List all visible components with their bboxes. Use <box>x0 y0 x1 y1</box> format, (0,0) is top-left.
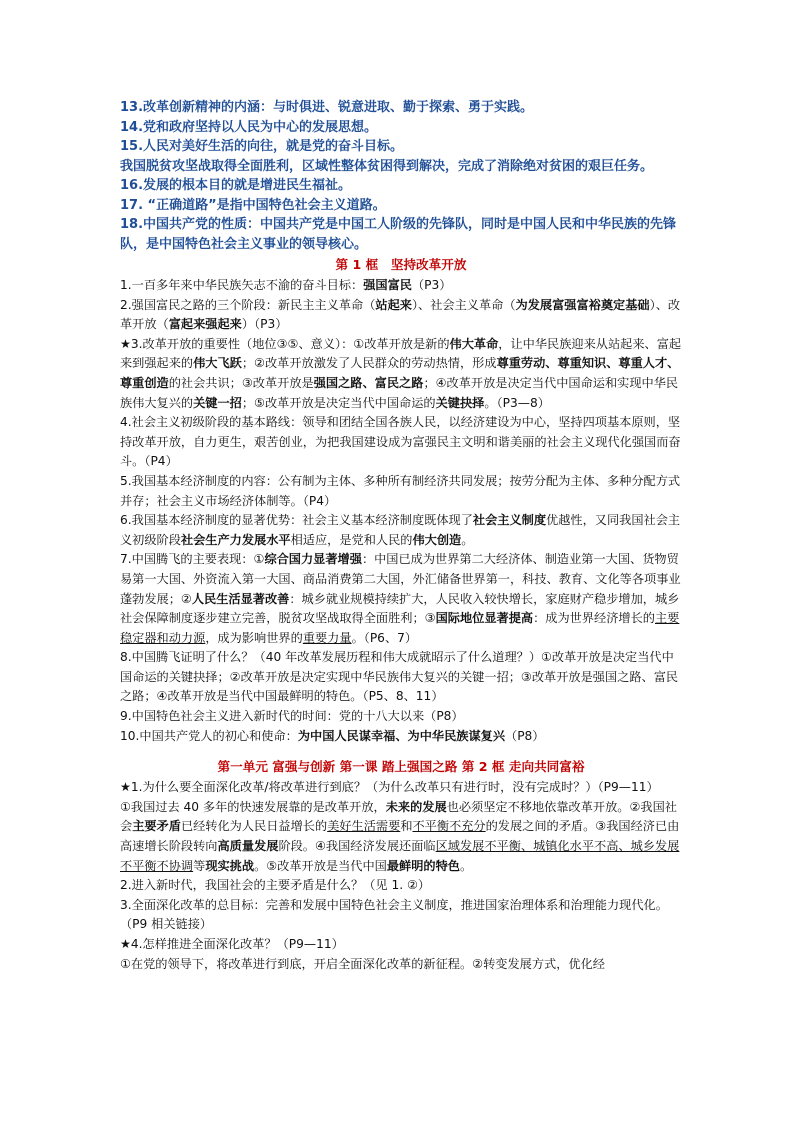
point-18: 18.中国共产党的性质：中国共产党是中国工人阶级的先锋队，同时是中国人民和中华民族的先锋队，是中国特色社会主义事业的领导核心。 <box>120 217 677 252</box>
section-1-content <box>120 276 682 746</box>
section-2-content <box>120 778 682 974</box>
section-2-heading: 第一单元 富强与创新 第一课 踏上强国之路 第 2 框 走向共同富裕 <box>217 759 585 775</box>
question-1: ★1.为什么要全面深化改革/将改革进行到底？（为什么改革只有进行时，没有完成时？）（P9—11） <box>120 780 659 795</box>
summary-points <box>120 98 682 254</box>
item-5: 5.我国基本经济制度的内容：公有制为主体、多种所有制经济共同发展；按劳分配为主体、多种分配方式并存；社会主义市场经济体制等。（P4） <box>120 473 681 508</box>
answer-1: ①我国过去 40 多年的快速发展靠的是改革开放，未来的发展也必须坚定不移地依靠改革开放。②我国社会主要矛盾已经转化为人民日益增长的美好生活需要和不平衡不充分的发展之间的矛盾。③我国经济已由高速增长阶段转向高质量发展阶段。④我国经济发展还面临区域发展不平衡、城镇化水平不高、城乡发展不平衡不协调等现实挑战。⑤改革开放是当代中国最鲜明的特色。 <box>120 799 680 873</box>
item-7: 7.中国腾飞的主要表现：①综合国力显著增强：中国已成为世界第二大经济体、制造业第一大国、货物贸易第一大国、外资流入第一大国、商品消费第二大国，外汇储备世界第一，科技、教育、文化等各项事业蓬勃发展；②人民生活显著改善：城乡就业规模持续扩大，人民收入较快增长，家庭财产稳步增加，城乡社会保障制度逐步建立完善，脱贫攻坚战取得全面胜利；③国际地位显著提高：成为世界经济增长的主要稳定器和动力源，成为影响世界的重要力量。（P6、7） <box>120 552 681 645</box>
item-4: 4.社会主义初级阶段的基本路线：领导和团结全国各族人民，以经济建设为中心，坚持四项基本原则，坚持改革开放，自力更生，艰苦创业，为把我国建设成为富强民主文明和谐美丽的社会主义现代化强国而奋斗。（P4） <box>120 415 681 469</box>
answer-4: ①在党的领导下，将改革进行到底，开启全面深化改革的新征程。②转变发展方式，优化经 <box>120 956 605 971</box>
point-17: 17. “正确道路”是指中国特色社会主义道路。 <box>120 197 386 213</box>
item-10: 10.中国共产党人的初心和使命：为中国人民谋幸福、为中华民族谋复兴（P8） <box>120 728 545 743</box>
item-1: 1.一百多年来中华民族矢志不渝的奋斗目标：强国富民（P3） <box>120 278 452 292</box>
item-8: 8.中国腾飞证明了什么？（40 年改革发展历程和伟大成就昭示了什么道理？）①改革开放是决定当代中国命运的关键抉择；②改革开放是决定实现中华民族伟大复兴的关键一招；③改革开放是强国之路、富民之路；④改革开放是当代中国最鲜明的特色。（P5、8、11） <box>120 650 679 704</box>
item-3: ★3.改革开放的重要性（地位③⑤、意义）：①改革开放是新的伟大革命，让中华民族迎来从站起来、富起来到强起来的伟大飞跃；②改革开放激发了人民群众的劳动热情，形成尊重劳动、尊重知识、尊重人才、尊重创造的社会共识；③改革开放是强国之路、富民之路；④改革开放是决定当代中国命运和实现中华民族伟大复兴的关键一招；⑤改革开放是决定当代中国命运的关键抉择。（P3—8） <box>120 336 682 410</box>
document-page <box>120 98 682 974</box>
item-9: 9.中国特色社会主义进入新时代的时间：党的十八大以来（P8） <box>120 709 464 724</box>
section-1-heading: 第 1 框 坚持改革开放 <box>335 257 467 272</box>
point-13: 13.改革创新精神的内涵：与时俱进、锐意进取、勤于探索、勇于实践。 <box>120 100 534 115</box>
point-14: 14.党和政府坚持以人民为中心的发展思想。 <box>120 119 378 135</box>
item-2: 2.强国富民之路的三个阶段：新民主主义革命（站起来）、社会主义革命（为发展富强富裕奠定基础）、改革开放（富起来强起来）（P3） <box>120 297 681 332</box>
question-4: ★4.怎样推进全面深化改革？（P9—11） <box>120 937 344 951</box>
item-6: 6.我国基本经济制度的显著优势：社会主义基本经济制度既体现了社会主义制度优越性，又同我国社会主义初级阶段社会生产力发展水平相适应，是党和人民的伟大创造。 <box>120 513 681 547</box>
point-15: 15.人民对美好生活的向往，就是党的奋斗目标。 <box>120 139 404 154</box>
poverty-point: 我国脱贫攻坚战取得全面胜利，区域性整体贫困得到解决，完成了消除绝对贫困的艰巨任务。 <box>120 158 654 174</box>
question-2: 2.进入新时代，我国社会的主要矛盾是什么？（见 1. ②） <box>120 878 431 893</box>
question-3: 3.全面深化改革的总目标：完善和发展中国特色社会主义制度，推进国家治理体系和治理能力现代化。（P9 相关链接） <box>120 897 668 932</box>
point-16: 16.发展的根本目的就是增进民生福祉。 <box>120 178 352 193</box>
